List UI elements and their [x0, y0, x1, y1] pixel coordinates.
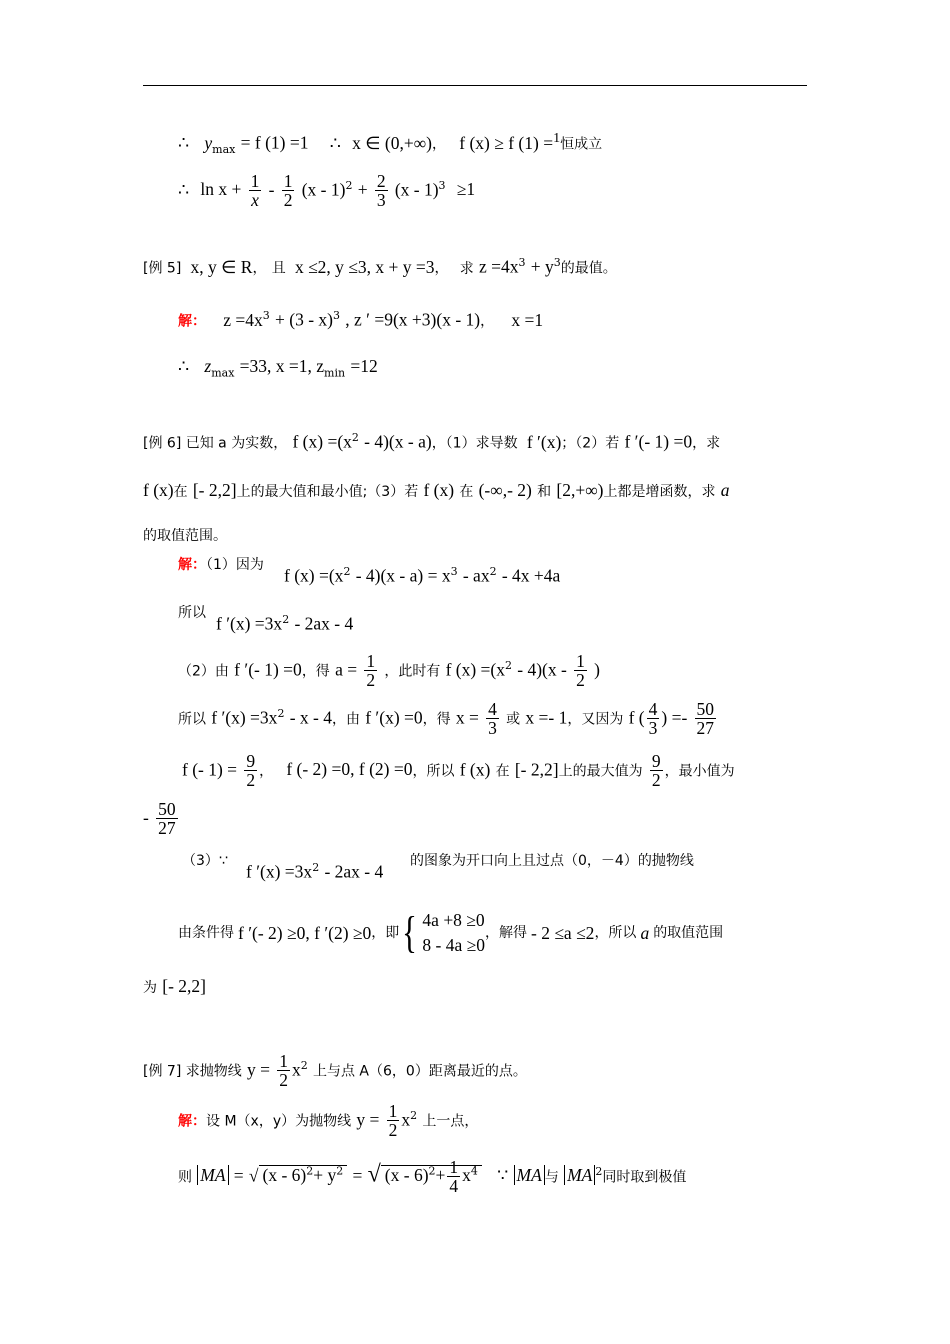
- math: y =: [356, 1109, 380, 1130]
- abs-value: MA: [564, 1165, 595, 1185]
- solution-label: 解：: [178, 557, 206, 573]
- therefore-symbol: ∴: [178, 356, 190, 376]
- text: 的最值。: [560, 260, 617, 277]
- math: (x - 1): [394, 179, 439, 200]
- result-5: [178, 358, 378, 378]
- math: , z ′ =9(x +3)(x - 1): [345, 309, 481, 330]
- so-label: [178, 604, 206, 621]
- sqrt-sign: √: [248, 1165, 259, 1186]
- math: x =: [455, 707, 479, 728]
- text: ，所以: [412, 763, 455, 780]
- abs-value: MA: [514, 1165, 545, 1185]
- superscript: 3: [262, 309, 270, 322]
- punct: ，: [432, 136, 446, 153]
- example-7: [143, 1052, 527, 1090]
- text: 则: [178, 1169, 192, 1186]
- text: ，即: [371, 925, 400, 942]
- numerator: 1: [283, 171, 293, 191]
- math: f (x): [143, 480, 174, 500]
- fraction: [647, 700, 660, 738]
- math: ) =-: [661, 707, 688, 728]
- math: (x - 1): [301, 179, 346, 200]
- numerator: 50: [696, 699, 715, 719]
- superscript: 2: [345, 178, 353, 192]
- distance: [178, 1158, 686, 1196]
- text: （3）∵: [182, 853, 228, 869]
- inequality-system: [399, 908, 485, 959]
- math: f ′(x): [526, 431, 562, 452]
- fraction: [282, 172, 295, 210]
- superscript: 2: [410, 1108, 418, 1122]
- denominator: 2: [576, 670, 585, 691]
- math: (x - 6): [384, 1165, 429, 1186]
- example-5: [143, 257, 617, 276]
- numerator: 1: [388, 1101, 398, 1121]
- therefore-symbol: ∴: [178, 179, 190, 200]
- text: ，得: [422, 711, 451, 728]
- example-label: [例 7] 求抛物线: [143, 1063, 242, 1080]
- superscript: 2: [505, 658, 513, 672]
- text: 的取值范围。: [143, 528, 227, 544]
- math: a =: [335, 659, 358, 680]
- math: f (: [628, 707, 645, 728]
- text: 恒成立: [560, 136, 603, 153]
- fraction: [277, 1052, 290, 1090]
- denominator: 2: [651, 770, 661, 791]
- sqrt-sign: √: [367, 1161, 381, 1188]
- text: 在: [459, 484, 474, 500]
- line-2: [178, 172, 475, 210]
- denominator: 27: [158, 818, 176, 839]
- fraction: [447, 1158, 460, 1196]
- superscript: 2: [306, 1164, 314, 1178]
- denominator: 3: [648, 718, 658, 739]
- math: a: [720, 480, 730, 500]
- text: ，又因为: [567, 711, 624, 728]
- math: - 4x +4a: [501, 565, 561, 586]
- math: f ′(x) =0: [365, 707, 423, 728]
- math: +: [435, 1165, 446, 1186]
- text: 设 M（x，y）为抛物线: [206, 1113, 352, 1130]
- math: f (x): [423, 480, 455, 500]
- subscript: max: [211, 366, 235, 380]
- superscript: 4: [470, 1164, 478, 1178]
- therefore-symbol: ∴: [178, 132, 190, 153]
- math: [- 2,2]: [514, 759, 559, 780]
- inequality: 4a +8 ≥0: [422, 910, 485, 930]
- math: - 2ax - 4: [294, 613, 354, 634]
- example-6-end: [143, 527, 227, 544]
- text: ，（1）求导数: [431, 435, 518, 452]
- math: x, y ∈ R: [190, 256, 253, 277]
- punct: ，: [480, 313, 495, 330]
- subscript: min: [324, 366, 346, 380]
- math: -: [143, 807, 149, 828]
- math: x ≤2, y ≤3, x + y =3: [294, 256, 435, 277]
- math: x: [291, 1059, 301, 1080]
- solution-label: 解：: [178, 313, 206, 330]
- numerator: 1: [449, 1157, 459, 1177]
- example-6: [143, 432, 720, 451]
- superscript: 2: [489, 565, 497, 578]
- math: f ′(- 1) =0: [234, 659, 302, 680]
- inequality: 8 - 4a ≥0: [422, 935, 485, 956]
- therefore-symbol: ∴: [329, 132, 341, 153]
- math: y =: [246, 1059, 270, 1080]
- superscript: 3: [450, 565, 458, 578]
- math: x: [462, 1165, 471, 1186]
- math: 1: [553, 131, 561, 146]
- line-1: [178, 132, 602, 155]
- math: ln x +: [200, 179, 242, 200]
- derivative-2: [246, 862, 383, 881]
- math: - 4)(x - a): [364, 431, 432, 452]
- step-2b: [178, 700, 718, 738]
- text: 上一点，: [422, 1113, 479, 1130]
- step-2: [178, 652, 600, 690]
- text: ，由: [331, 711, 360, 728]
- superscript: 3: [518, 256, 526, 269]
- subscript: max: [212, 142, 236, 156]
- math: = f (1) =1: [240, 132, 309, 153]
- math: + y: [530, 256, 554, 277]
- fraction: [486, 700, 499, 738]
- fraction: [364, 652, 377, 690]
- numerator: 1: [366, 651, 376, 671]
- min-value: [143, 800, 180, 838]
- numerator: 2: [376, 171, 386, 191]
- math: z: [204, 356, 212, 376]
- text: 且: [271, 260, 286, 277]
- superscript: 2: [300, 1058, 308, 1072]
- superscript: 2: [277, 706, 285, 720]
- math: - ax: [462, 565, 490, 586]
- math: -: [268, 179, 275, 200]
- fraction: [574, 652, 587, 690]
- text: ，解得: [485, 925, 527, 942]
- math: ≥1: [456, 179, 476, 200]
- example-label: [例 6] 已知 a 为实数，: [143, 435, 288, 452]
- superscript: 3: [333, 309, 340, 322]
- math: (x - 6): [262, 1165, 307, 1186]
- text: 求: [459, 260, 474, 277]
- denominator: x: [251, 190, 259, 211]
- math: f ′(x) =3x: [246, 861, 313, 882]
- text: 上与点 A（6，0）距离最近的点。: [312, 1063, 527, 1080]
- math: a: [640, 922, 650, 943]
- math: =33, x =1, z: [239, 356, 325, 376]
- math: =: [233, 1165, 244, 1186]
- because-symbol: ∵: [497, 1165, 509, 1186]
- text: 所以: [178, 605, 206, 621]
- math: f ′(x) =3x: [211, 707, 278, 728]
- math: (-∞,- 2): [478, 480, 532, 500]
- math: x: [401, 1109, 411, 1130]
- math: =: [352, 1165, 363, 1186]
- step-3: [182, 852, 228, 869]
- math: + y: [313, 1165, 337, 1186]
- math: - 2ax - 4: [324, 861, 384, 882]
- math: +: [357, 179, 368, 200]
- math: z =4x: [479, 256, 519, 277]
- fraction: [249, 172, 262, 210]
- math: - 4)(x - a) = x: [355, 565, 451, 586]
- system-rows: [422, 908, 485, 959]
- denominator: 2: [388, 1120, 398, 1141]
- math: - 4)(x -: [517, 659, 567, 680]
- math: f (x) =(x: [284, 565, 344, 586]
- text: 所以: [178, 711, 206, 728]
- solution-5: [178, 310, 543, 329]
- sqrt-body: [381, 1157, 482, 1197]
- denominator: 4: [449, 1176, 459, 1197]
- numerator: 4: [488, 699, 497, 719]
- denominator: 2: [366, 670, 376, 691]
- text: 在: [173, 484, 188, 500]
- header-rule: [143, 85, 807, 86]
- denominator: 3: [376, 190, 386, 211]
- math: [- 2,2]: [192, 480, 237, 500]
- condition: [178, 908, 723, 959]
- text: 的图象为开口向上且过点（0，－4）的抛物线: [410, 853, 694, 869]
- text: ，最小值为: [664, 763, 735, 780]
- superscript: 2: [595, 1164, 603, 1178]
- math: f ′(- 1) =0: [624, 431, 693, 452]
- text: 由条件得: [178, 925, 234, 942]
- text: 或: [506, 711, 521, 728]
- denominator: 2: [246, 770, 256, 791]
- range: [143, 978, 206, 996]
- math: - 2 ≤a ≤2: [531, 922, 595, 943]
- text: 同时取到极值: [602, 1169, 687, 1186]
- math: f (x): [459, 759, 491, 780]
- punct: ，: [434, 260, 449, 277]
- math: f (- 2) =0, f (2) =0: [286, 759, 413, 780]
- math: ): [594, 659, 600, 680]
- text: ，求: [692, 435, 721, 452]
- solution-6-expr: [284, 566, 560, 585]
- example-label: [例 5]: [143, 260, 182, 277]
- denominator: 27: [696, 718, 715, 739]
- denominator: 2: [283, 190, 293, 211]
- text: 的取值范围: [653, 925, 724, 942]
- left-brace: {: [402, 908, 418, 958]
- math: [2,+∞): [556, 480, 604, 500]
- denominator: 3: [488, 718, 497, 739]
- text: 上都是增函数，求: [603, 484, 716, 500]
- superscript: 2: [312, 861, 320, 874]
- numerator: 4: [648, 699, 658, 719]
- numerator: 50: [158, 799, 176, 819]
- numerator: 1: [576, 651, 585, 671]
- step-2c: [182, 752, 735, 790]
- numerator: 1: [279, 1051, 288, 1071]
- superscript: 3: [438, 178, 446, 192]
- superscript: 2: [336, 1164, 344, 1178]
- superscript: 2: [351, 431, 359, 444]
- text: ，得: [301, 663, 330, 680]
- math: z =4x: [223, 309, 263, 330]
- text: 为: [143, 980, 157, 996]
- math: y: [204, 132, 213, 153]
- text: ，此时有: [384, 663, 441, 680]
- step-3-text: [410, 852, 694, 869]
- math: f (- 1) =: [182, 759, 238, 780]
- fraction: [375, 172, 388, 210]
- fraction: [244, 752, 257, 790]
- math: x =1: [511, 309, 544, 330]
- math: =12: [350, 356, 378, 376]
- math: x =- 1: [525, 707, 568, 728]
- superscript: 2: [343, 565, 351, 578]
- text: 在: [495, 763, 510, 780]
- text: （2）由: [178, 663, 229, 680]
- superscript: 2: [282, 613, 290, 626]
- superscript: 3: [553, 256, 561, 269]
- example-6-cont: [143, 482, 730, 500]
- text: 与: [544, 1169, 559, 1186]
- text: ；（2）若: [561, 435, 620, 452]
- denominator: 2: [279, 1070, 288, 1091]
- math: x ∈ (0,+∞): [352, 132, 432, 153]
- math: [- 2,2]: [162, 976, 206, 996]
- solution-7: [178, 1102, 478, 1140]
- fraction: [156, 800, 178, 838]
- text: 上的最大值为: [558, 763, 643, 780]
- sqrt-body: [259, 1165, 348, 1185]
- numerator: 9: [651, 751, 661, 771]
- fraction: [387, 1102, 400, 1140]
- math: - x - 4: [289, 707, 332, 728]
- text: 和: [537, 484, 552, 500]
- derivative: [216, 614, 353, 633]
- text: 上的最大值和最小值;（3）若: [236, 484, 419, 500]
- math: f (x) =(x: [445, 659, 506, 680]
- math: f ′(- 2) ≥0, f ′(2) ≥0: [238, 922, 372, 943]
- text: ，所以: [594, 925, 637, 942]
- math: f (x) =(x: [292, 431, 352, 452]
- solution-6: [178, 556, 264, 573]
- fraction: [650, 752, 663, 790]
- superscript: 2: [428, 1164, 436, 1178]
- punct: ，: [259, 763, 274, 780]
- punct: ，: [252, 260, 267, 277]
- text: （1）因为: [206, 557, 264, 573]
- numerator: 9: [246, 751, 256, 771]
- math: f ′(x) =3x: [216, 613, 283, 634]
- numerator: 1: [250, 171, 260, 191]
- solution-label: 解：: [178, 1113, 206, 1130]
- abs-value: MA: [197, 1165, 228, 1185]
- fraction: [695, 700, 717, 738]
- math: + (3 - x): [275, 309, 333, 330]
- math: f (x) ≥ f (1) =: [459, 132, 554, 153]
